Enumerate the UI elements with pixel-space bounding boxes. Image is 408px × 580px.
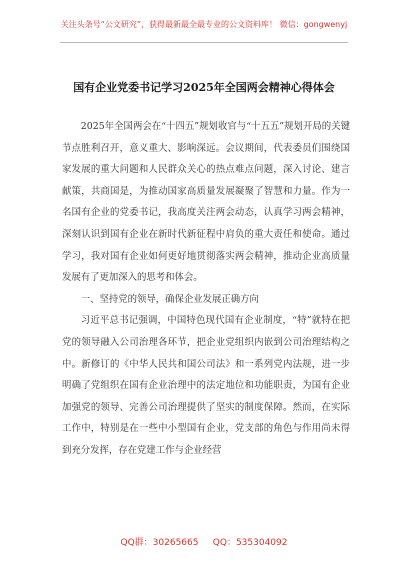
header-banner: 关注头条号“公文研究”，获得最新最全最专业的公文资料库！ 微信：gongwenyj — [60, 20, 348, 29]
document-title: 国有企业党委书记学习2025年全国两会精神心得体会 — [73, 81, 335, 94]
section-heading-1: 一、坚持党的领导，确保企业发展正确方向 — [80, 293, 259, 305]
header-divider — [60, 42, 348, 43]
paragraph-intro: 2025年全国两会在“十四五”规划收官与“十五五”规划开局的关键节点胜利召开，意义重大、影响深远。会议期间，代表委员们围绕国家发展的重大问题和人民群众关心的热点难点问题，深入讨论、建言献策，共商国是，为推动国家高质量发展凝聚了智慧和力量。作为一名国有企业的党委书记，我高度关注两会动态，认真学习两会精神，深刻认识到国有企业在新时代新征程中肩负的重大责任和使命。通过学习，我对国有企业如何更好地贯彻落实两会精神，推动企业高质量发展有了更加深入的思考和体会。 — [62, 121, 350, 284]
footer-contact: QQ群：30265665 QQ：535304092 — [120, 538, 288, 548]
document-body — [62, 116, 350, 462]
paragraph-section-1: 习近平总书记强调，中国特色现代国有企业制度，“特”就特在把党的领导融入公司治理各环节，把企业党组织内嵌到公司治理结构之中。新修订的《中华人民共和国公司法》和一系列党内法规，进一步明确了党组织在国有企业治理中的法定地位和功能职责，为国有企业加强党的领导、完善公司治理提供了坚实的制度保障。然而，在实际工作中，特别是在一些中小型国有企业，党支部的角色与作用尚未得到充分发挥，存在党建工作与企业经营 — [62, 315, 350, 456]
